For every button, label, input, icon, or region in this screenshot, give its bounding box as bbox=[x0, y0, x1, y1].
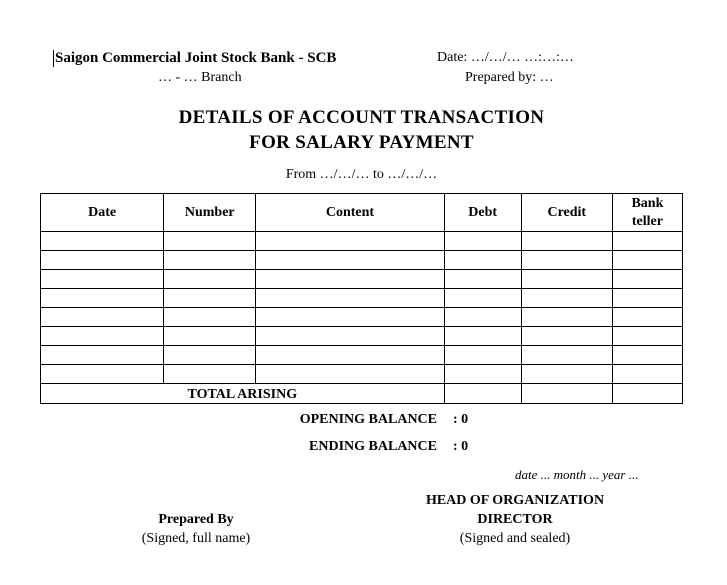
table-row bbox=[41, 346, 683, 365]
table-cell bbox=[164, 346, 256, 365]
total-row bbox=[41, 384, 683, 404]
table-cell bbox=[444, 251, 521, 270]
table-cell bbox=[612, 346, 682, 365]
table-cell bbox=[256, 251, 444, 270]
signature-date-line: date ... month ... year ... bbox=[515, 467, 639, 482]
column-header-date: Date bbox=[41, 194, 164, 232]
table-cell bbox=[521, 327, 612, 346]
table-row bbox=[41, 327, 683, 346]
table-cell bbox=[444, 289, 521, 308]
table-cell bbox=[41, 346, 164, 365]
table-cell bbox=[612, 327, 682, 346]
report-date: Date: …/…/… …:…:… bbox=[437, 50, 574, 65]
total-teller-cell bbox=[612, 384, 682, 404]
table-cell bbox=[521, 365, 612, 384]
table-cell bbox=[41, 327, 164, 346]
ending-balance-value: : 0 bbox=[453, 439, 469, 454]
column-header-debt: Debt bbox=[444, 194, 521, 232]
table-cell bbox=[612, 232, 682, 251]
total-credit-cell bbox=[521, 384, 612, 404]
bank-name: Saigon Commercial Joint Stock Bank - SCB bbox=[55, 50, 337, 66]
table-cell bbox=[521, 289, 612, 308]
opening-balance-value: : 0 bbox=[453, 412, 469, 427]
table-cell bbox=[612, 289, 682, 308]
table-cell bbox=[612, 365, 682, 384]
prepared-by-header: Prepared by: … bbox=[465, 70, 554, 85]
table-cell bbox=[41, 251, 164, 270]
table-cell bbox=[164, 289, 256, 308]
table-cell bbox=[521, 346, 612, 365]
table-cell bbox=[256, 327, 444, 346]
table-cell bbox=[612, 251, 682, 270]
table-cell bbox=[256, 308, 444, 327]
column-header-content: Content bbox=[256, 194, 444, 232]
column-header-number: Number bbox=[164, 194, 256, 232]
total-arising-label: TOTAL ARISING bbox=[41, 384, 445, 404]
table-cell bbox=[521, 251, 612, 270]
table-cell bbox=[164, 232, 256, 251]
table-row bbox=[41, 308, 683, 327]
table-cell bbox=[41, 270, 164, 289]
table-cell bbox=[164, 251, 256, 270]
table-cell bbox=[444, 365, 521, 384]
table-cell bbox=[164, 270, 256, 289]
table-cell bbox=[164, 308, 256, 327]
table-cell bbox=[444, 308, 521, 327]
transaction-rows bbox=[41, 232, 683, 384]
table-cell bbox=[521, 270, 612, 289]
table-cell bbox=[41, 289, 164, 308]
table-cell bbox=[521, 308, 612, 327]
prepared-by-title: Prepared By bbox=[158, 512, 234, 527]
table-header-row bbox=[41, 194, 683, 232]
table-cell bbox=[521, 232, 612, 251]
table-cell bbox=[41, 308, 164, 327]
prepared-by-note: (Signed, full name) bbox=[141, 531, 251, 546]
total-debt-cell bbox=[444, 384, 521, 404]
table-cell bbox=[164, 365, 256, 384]
report-period: From …/…/… to …/…/… bbox=[285, 167, 438, 182]
table-cell bbox=[444, 270, 521, 289]
column-header-bank-teller: Bank teller bbox=[612, 194, 682, 232]
document-title-line1: DETAILS OF ACCOUNT TRANSACTION bbox=[178, 107, 545, 128]
table-cell bbox=[256, 232, 444, 251]
table-cell bbox=[612, 308, 682, 327]
table-cell bbox=[41, 232, 164, 251]
table-row bbox=[41, 270, 683, 289]
table-cell bbox=[41, 365, 164, 384]
head-of-organization-title: HEAD OF ORGANIZATION bbox=[425, 493, 605, 508]
table-row bbox=[41, 289, 683, 308]
table-cell bbox=[256, 289, 444, 308]
ending-balance-label: ENDING BALANCE bbox=[309, 439, 437, 454]
branch-name: … - … Branch bbox=[158, 70, 242, 85]
table-cell bbox=[444, 327, 521, 346]
table-cell bbox=[444, 232, 521, 251]
table-cell bbox=[256, 346, 444, 365]
table-row bbox=[41, 365, 683, 384]
column-header-credit: Credit bbox=[521, 194, 612, 232]
document-title-line2: FOR SALARY PAYMENT bbox=[249, 132, 474, 153]
table-cell bbox=[444, 346, 521, 365]
table-cell bbox=[256, 270, 444, 289]
opening-balance-label: OPENING BALANCE bbox=[299, 412, 437, 427]
table-cell bbox=[612, 270, 682, 289]
table-cell bbox=[256, 365, 444, 384]
table-cell bbox=[164, 327, 256, 346]
director-title: DIRECTOR bbox=[477, 512, 553, 527]
table-row bbox=[41, 251, 683, 270]
transaction-table bbox=[40, 193, 683, 404]
director-signature-note: (Signed and sealed) bbox=[459, 531, 571, 546]
table-row bbox=[41, 232, 683, 251]
